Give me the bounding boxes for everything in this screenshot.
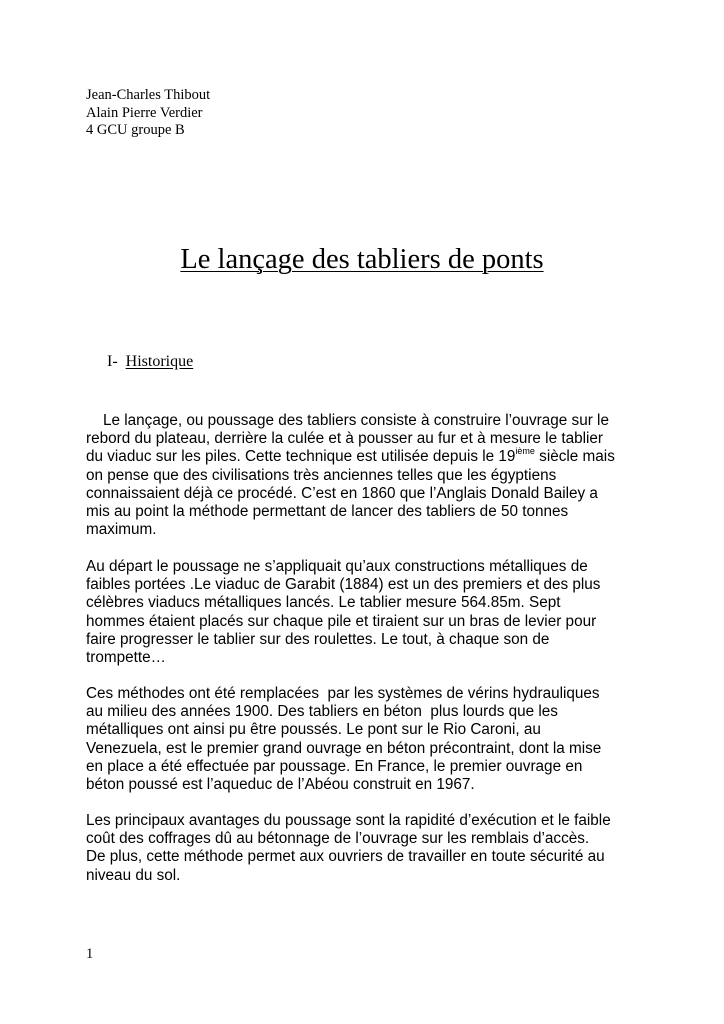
document-title: Le lançage des tabliers de ponts	[180, 244, 544, 275]
paragraph-line: béton poussé est l’aqueduc de l’Abéou construit en 1967.	[86, 776, 475, 794]
page-number: 1	[86, 946, 94, 962]
paragraph-line: Venezuela, est le premier grand ouvrage en béton précontraint, dont la mise	[86, 739, 602, 757]
paragraph-line: rebord du plateau, derrière la culée et à pousser au fur et à mesure le tablier	[86, 430, 603, 448]
paragraph-line: Les principaux avantages du poussage sont la rapidité d’exécution et le faible	[86, 812, 611, 829]
author-name: Alain Pierre Verdier	[86, 104, 203, 121]
author-name: Jean-Charles Thibout	[86, 87, 211, 103]
paragraph-line: trompette…	[86, 649, 166, 667]
paragraph-hydraulic-jacks	[86, 685, 648, 794]
paragraph-line: coût des coffrages dû au bétonnage de l’ouvrage sur les remblais d’accès.	[86, 830, 590, 848]
paragraph-line: on pense que des civilisations très anciennes telles que les égyptiens	[86, 466, 557, 484]
paragraph-line: Le lançage, ou poussage des tabliers consiste à construire l’ouvrage sur le	[86, 412, 609, 429]
paragraph-line: faire progresser le tablier sur des roulettes. Le tout, à chaque son de	[86, 630, 550, 648]
author-block	[86, 87, 210, 140]
paragraph-line: du viaduc sur les piles. Cette technique est utilisée depuis le 19	[86, 448, 516, 466]
paragraph-line: en place a été effectuée par poussage. En France, le premier ouvrage en	[86, 757, 583, 775]
paragraph-metal-bridges	[86, 558, 648, 667]
paragraph-line: maximum.	[86, 521, 157, 539]
paragraph-line: connaissaient déjà ce procédé. C’est en 1860 que l’Anglais Donald Bailey a	[86, 484, 598, 502]
paragraph-intro	[86, 412, 648, 539]
paragraph-line: mis au point la méthode permettant de lancer des tabliers de 50 tonnes	[86, 503, 569, 521]
paragraph-line: niveau du sol.	[86, 866, 181, 884]
paragraph-advantages	[86, 812, 648, 885]
superscript-ordinal: ième	[515, 446, 535, 457]
paragraph-line: faibles portées .Le viaduc de Garabit (1884) est un des premiers et des plus	[86, 576, 601, 594]
paragraph-line: Au départ le poussage ne s’appliquait qu’aux constructions métalliques de	[86, 558, 588, 575]
paragraph-line-with-superscript	[86, 448, 648, 466]
paragraph-line: métalliques ont ainsi pu être poussés. Le pont sur le Rio Caroni, au	[86, 721, 541, 739]
paragraph-line: au milieu des années 1900. Des tabliers en béton plus lourds que les	[86, 703, 558, 721]
section-number: I-	[107, 353, 118, 370]
paragraph-line: célèbres viaducs métalliques lancés. Le tablier mesure 564.85m. Sept	[86, 594, 561, 612]
paragraph-line-end: siècle mais	[534, 448, 615, 466]
class-group: 4 GCU groupe B	[86, 122, 185, 138]
paragraph-line: hommes étaient placés sur chaque pile et tiraient sur un bras de levier pour	[86, 612, 597, 630]
paragraph-line: Ces méthodes ont été remplacées par les systèmes de vérins hydrauliques	[86, 685, 600, 702]
paragraph-line: De plus, cette méthode permet aux ouvriers de travailler en toute sécurité au	[86, 848, 605, 866]
section-label: Historique	[125, 353, 194, 370]
section-heading	[107, 352, 193, 372]
